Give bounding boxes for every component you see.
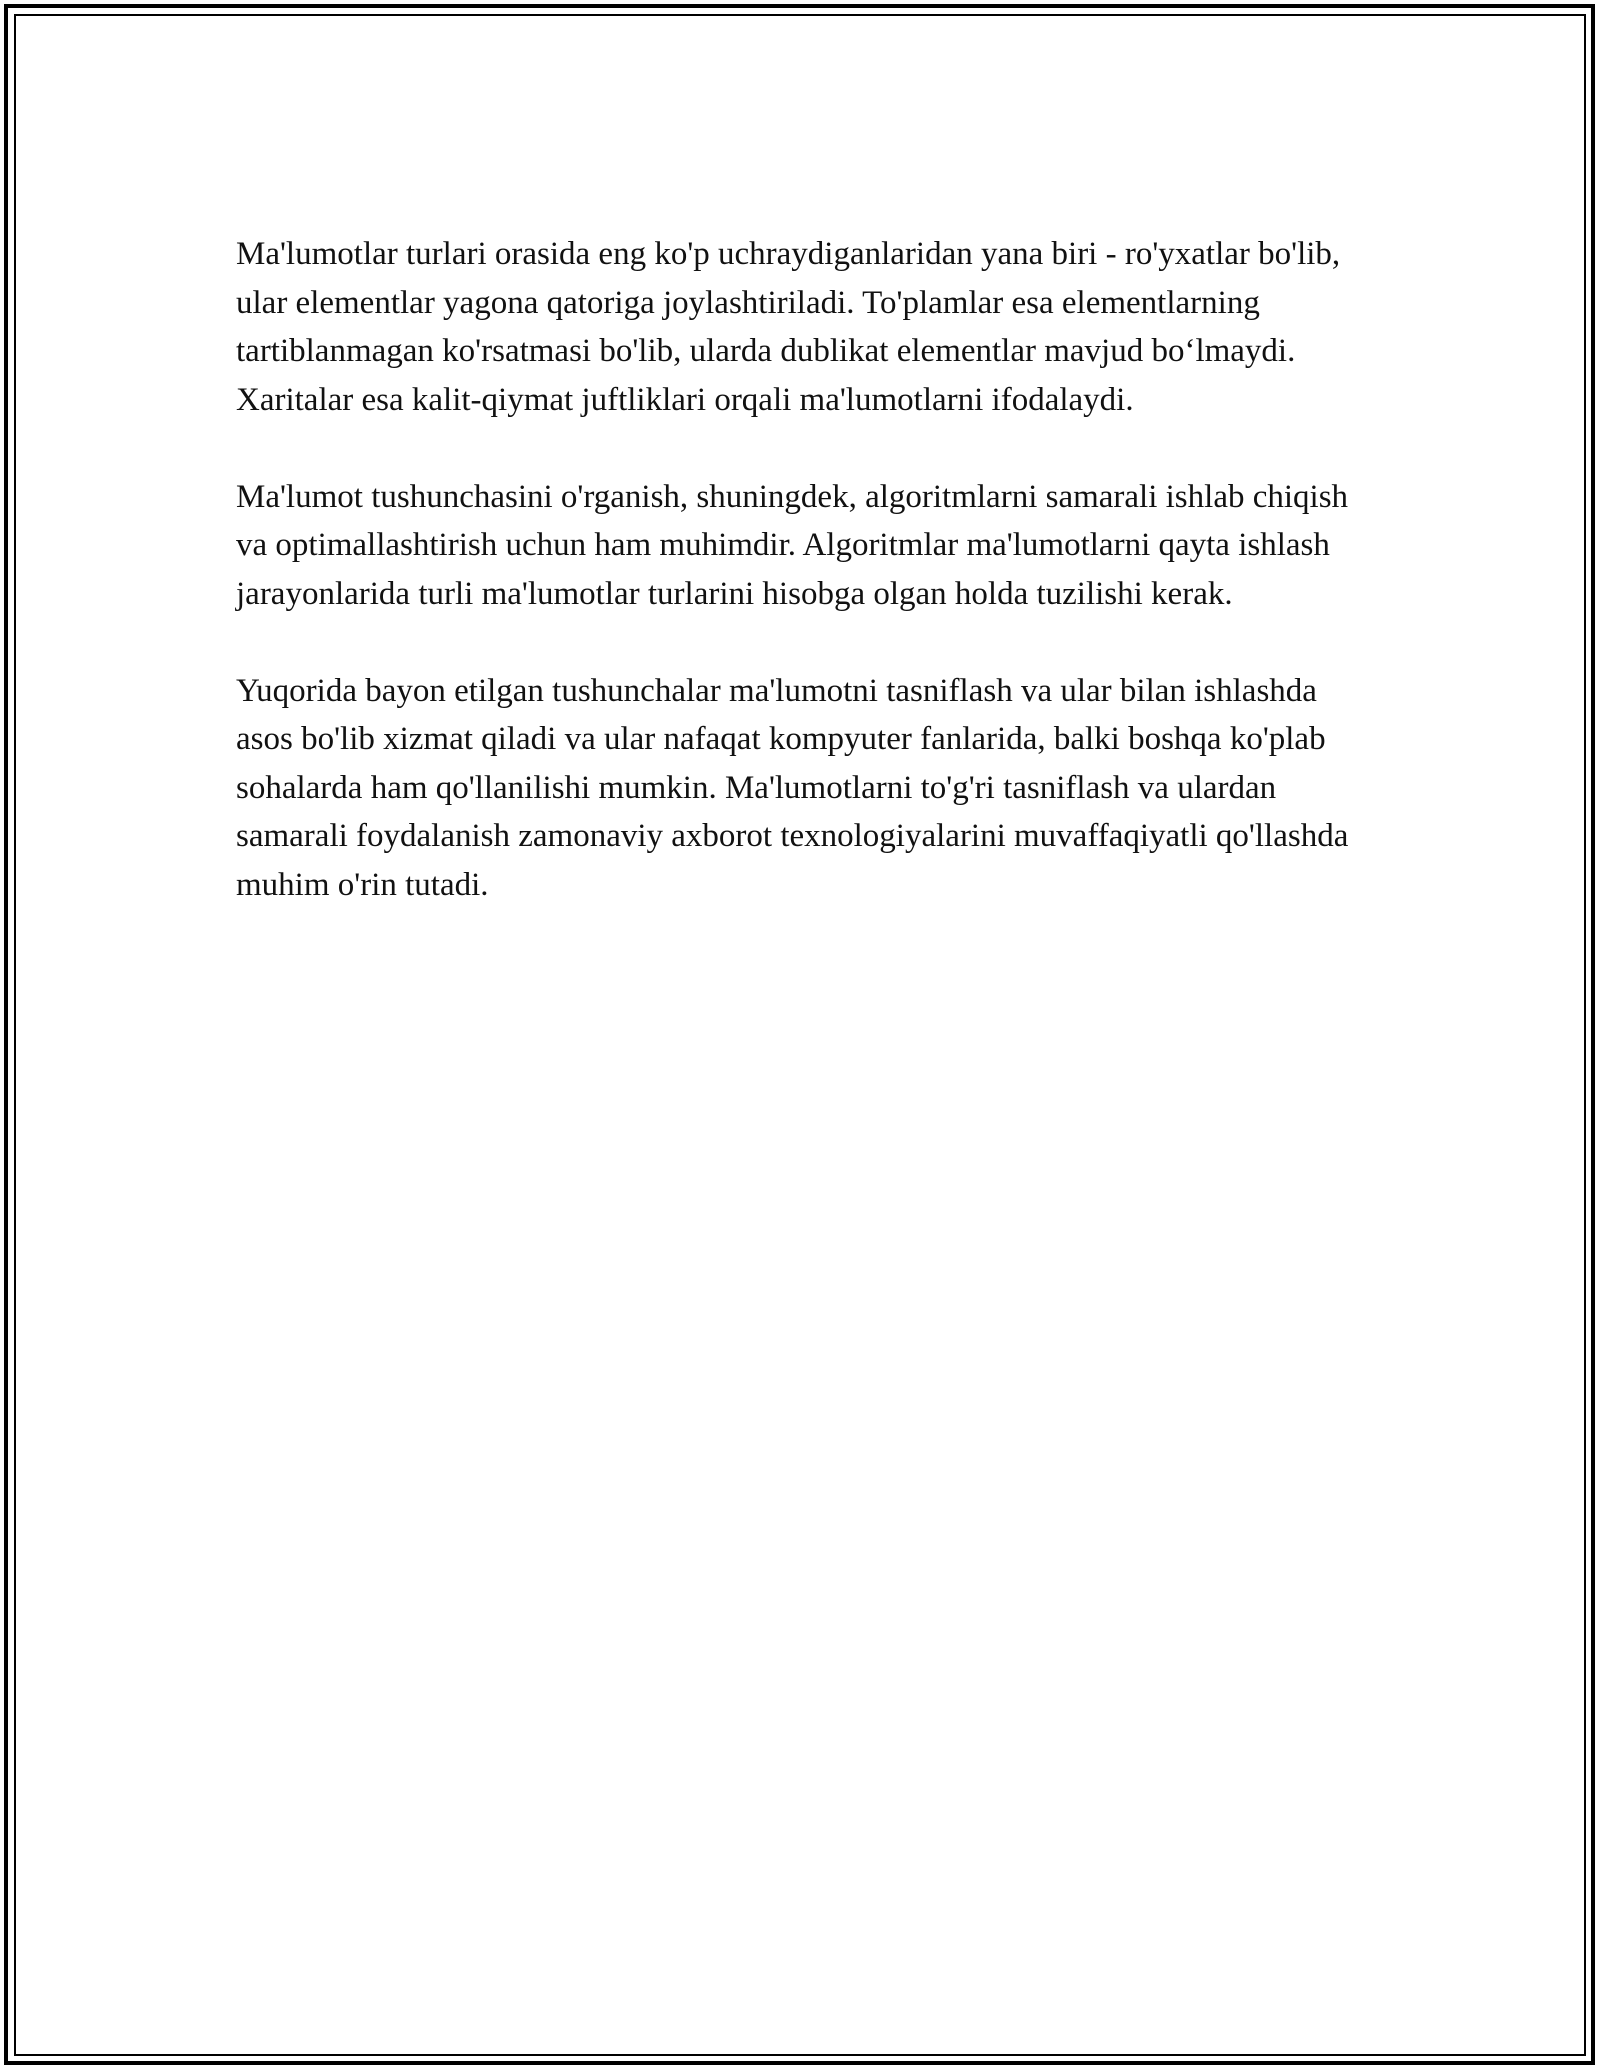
document-body — [236, 230, 1371, 958]
paragraph-1: Ma'lumotlar turlari orasida eng ko'p uchraydiganlaridan yana biri - ro'yxatlar bo'lib, ular elementlar yagona qatoriga joylashtiriladi. To'plamlar esa elementlarning tartiblanmagan ko'rsatmasi bo'lib, ularda dublikat elementlar mavjud bo‘lmaydi. Xaritalar esa kalit-qiymat juftliklari orqali ma'lumotlarni ifodalaydi. — [236, 236, 1341, 418]
paragraph-3: Yuqorida bayon etilgan tushunchalar ma'lumotni tasniflash va ular bilan ishlashda asos bo'lib xizmat qiladi va ular nafaqat kompyuter fanlarida, balki boshqa ko'plab sohalarda ham qo'llanilishi mumkin. Ma'lumotlarni to'g'ri tasniflash va ulardan samarali foydalanish zamonaviy axborot texnologiyalarini muvaffaqiyatli qo'llashda muhim o'rin tutadi. — [236, 672, 1349, 903]
paragraph-2: Ma'lumot tushunchasini o'rganish, shuningdek, algoritmlarni samarali ishlab chiqish va optimallashtirish uchun ham muhimdir. Algoritmlar ma'lumotlarni qayta ishlash jarayonlarida turli ma'lumotlar turlarini hisobga olgan holda tuzilishi kerak. — [236, 478, 1349, 612]
